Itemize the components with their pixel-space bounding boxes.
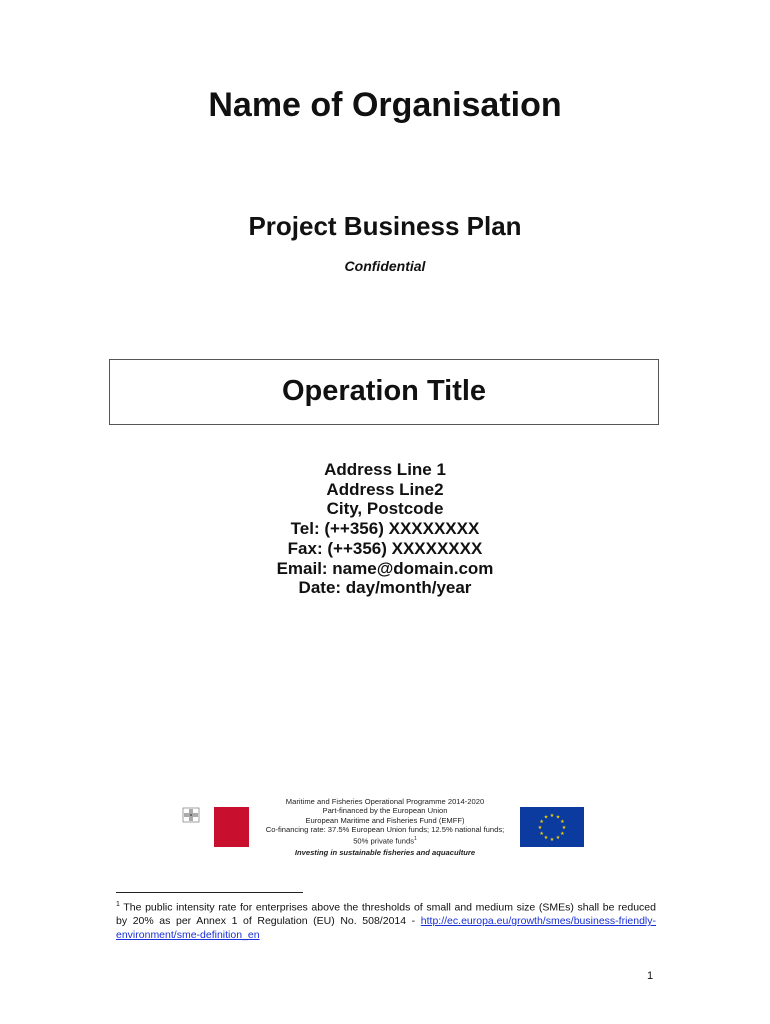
- eu-star-icon: ★: [555, 814, 561, 821]
- operation-title: Operation Title: [281, 375, 487, 407]
- eu-stars: [538, 813, 567, 843]
- address-line-2: Address Line2: [326, 479, 444, 499]
- malta-flag-logo: [214, 807, 249, 847]
- eu-star-icon: ★: [543, 814, 549, 821]
- operation-title-box: [109, 359, 659, 425]
- eu-star-icon: ★: [549, 836, 555, 843]
- funding-line: [255, 835, 515, 846]
- page-number: 1: [647, 970, 654, 982]
- funding-line: Maritime and Fisheries Operational Programme 2014-2020: [285, 797, 485, 806]
- eu-star-icon: ★: [539, 830, 544, 837]
- footnote-reference: 1: [414, 835, 417, 842]
- telephone: Tel: (++356) XXXXXXXX: [290, 519, 480, 539]
- funding-line: European Maritime and Fisheries Fund (EMFF): [305, 815, 465, 825]
- footnote: [116, 898, 656, 943]
- eu-star-icon: ★: [543, 835, 549, 842]
- city-postcode: City, Postcode: [326, 499, 444, 519]
- eu-star-icon: ★: [561, 824, 567, 831]
- plan-title: Project Business Plan: [248, 211, 522, 241]
- funding-line: Part-financed by the European Union: [322, 806, 448, 816]
- footnote-text: The public intensity rate for enterprises above the thresholds of small and medium size (SMEs) shall be reduced by 20% as per Annex 1 of Regulation (EU) No. 508/2014 -: [116, 901, 656, 928]
- confidential-label: Confidential: [344, 258, 426, 274]
- funding-tagline: Investing in sustainable fisheries and aquaculture: [294, 848, 476, 857]
- eu-star-icon: ★: [539, 818, 544, 825]
- eu-star-icon: ★: [560, 830, 565, 837]
- eu-star-icon: ★: [537, 824, 543, 831]
- eu-star-icon: ★: [555, 835, 561, 842]
- email: Email: name@domain.com: [276, 558, 494, 578]
- footnote-marker: 1: [116, 901, 120, 908]
- footnote-separator: [116, 892, 303, 893]
- fax: Fax: (++356) XXXXXXXX: [287, 538, 483, 558]
- funding-statement: [255, 797, 515, 846]
- organisation-name: Name of Organisation: [208, 86, 562, 124]
- eu-flag-logo: [520, 807, 584, 847]
- maltese-cross-icon: [182, 807, 200, 823]
- funding-line: Co-financing rate: 37.5% European Union funds; 12.5% national funds;: [265, 825, 505, 835]
- eu-star-icon: ★: [549, 812, 555, 819]
- address-block: [0, 460, 770, 598]
- private-funds-text: 50% private funds: [353, 836, 414, 846]
- eu-star-icon: ★: [560, 818, 565, 825]
- date: Date: day/month/year: [298, 578, 472, 598]
- footnote-link[interactable]: http://ec.europa.eu/growth/smes/business-friendly-environment/sme-definition_en: [116, 915, 656, 941]
- address-line-1: Address Line 1: [324, 460, 446, 479]
